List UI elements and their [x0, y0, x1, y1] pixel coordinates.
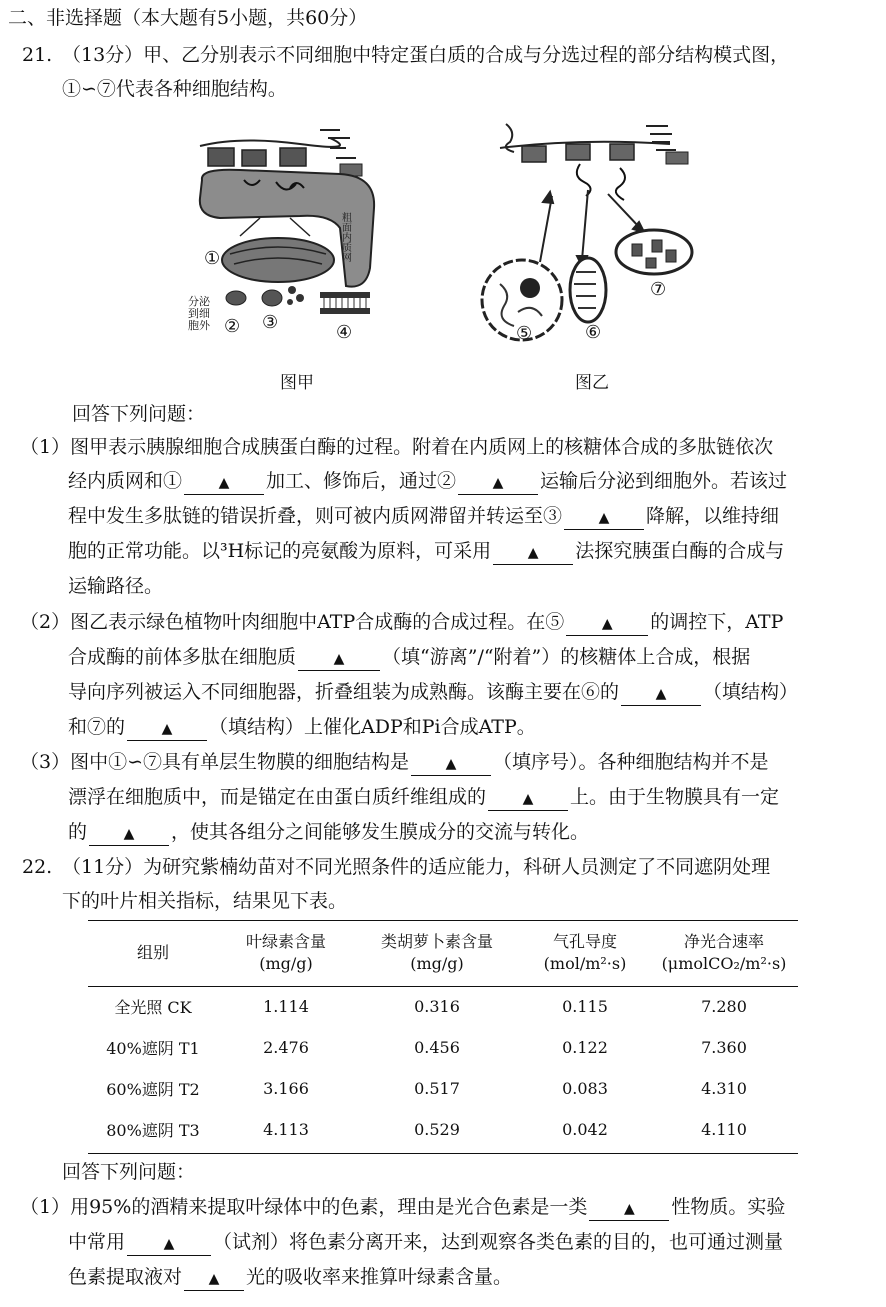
q21-p1-line4: 胞的正常功能。以³H标记的亮氨酸为原料，可采用 ▲ 法探究胰蛋白酶的合成与 — [68, 537, 784, 565]
q21-intro-line2: ①∽⑦代表各种细胞结构。 — [62, 78, 287, 100]
answer-blank[interactable]: ▲ — [127, 716, 207, 741]
answer-blank[interactable]: ▲ — [564, 505, 644, 530]
fig-a-secrete-label: 分泌 到细 胞外 — [188, 295, 210, 332]
q21-p2-line4: 和⑦的 ▲ （填结构）上催化ADP和Pi合成ATP。 — [68, 713, 536, 741]
q21-p3-line2: 漂浮在细胞质中，而是锚定在由蛋白质纤维组成的 ▲ 上。由于生物膜具有一定 — [68, 783, 779, 811]
q22-p1-line1: （1）用95%的酒精来提取叶绿体中的色素，理由是光合色素是一类 ▲ 性物质。实验 — [20, 1193, 785, 1221]
q21-p3-line1: （3）图中①∽⑦具有单层生物膜的细胞结构是 ▲ （填序号）。各种细胞结构并不是 — [20, 748, 769, 776]
table-row: 全光照 CK 1.114 0.316 0.115 7.280 — [114, 997, 747, 1017]
fig-a-label-1: ① — [204, 248, 221, 269]
q21-intro-line1: （13分）甲、乙分别表示不同细胞中特定蛋白质的合成与分选过程的部分结构模式图， — [62, 44, 790, 66]
q21-p2-line1: （2）图乙表示绿色植物叶肉细胞中ATP合成酶的合成过程。在⑤ ▲ 的调控下，ATP — [20, 608, 783, 636]
fig-a-label-4: ④ — [336, 322, 353, 343]
answer-blank[interactable]: ▲ — [184, 470, 264, 495]
header-stomatal-conductance: 气孔导度 (mol/m²·s) — [543, 932, 627, 973]
q21-p1-line2: 经内质网和① ▲ 加工、修饰后，通过② ▲ 运输后分泌到细胞外。若该过 — [68, 467, 787, 495]
section-heading: 二、非选择题（本大题有5小题，共60分） — [8, 7, 368, 29]
answer-blank[interactable]: ▲ — [589, 1196, 669, 1221]
header-chlorophyll: 叶绿素含量 (mg/g) — [245, 932, 326, 973]
answer-blank[interactable]: ▲ — [566, 611, 648, 636]
answer-blank[interactable]: ▲ — [458, 470, 538, 495]
table-row: 40%遮阴 T1 2.476 0.456 0.122 7.360 — [106, 1038, 747, 1058]
answer-blank[interactable]: ▲ — [127, 1231, 211, 1256]
q21-number: 21. — [22, 44, 53, 66]
answer-blank[interactable]: ▲ — [298, 646, 380, 671]
q22-number: 22. — [22, 856, 53, 878]
q22-p1-line2: 中常用 ▲ （试剂）将色素分离开来，达到观察各类色素的目的，也可通过测量 — [68, 1228, 783, 1256]
table-header-row — [88, 920, 798, 986]
fig-b-label-5: ⑤ — [516, 323, 533, 344]
fig-a-label-3: ③ — [262, 312, 279, 333]
fig-b-label-6: ⑥ — [585, 322, 602, 343]
answer-blank[interactable]: ▲ — [411, 751, 491, 776]
q21-p2-line3: 导向序列被运入不同细胞器，折叠组装为成熟酶。该酶主要在⑥的 ▲ （填结构） — [68, 678, 798, 706]
answer-blank[interactable]: ▲ — [184, 1266, 244, 1291]
answer-blank[interactable]: ▲ — [621, 681, 701, 706]
q21-p1-line1: （1）图甲表示胰腺细胞合成胰蛋白酶的过程。附着在内质网上的核糖体合成的多肽链依次 — [20, 436, 774, 458]
q22-intro-line1: （11分）为研究紫楠幼苗对不同光照条件的适应能力，科研人员测定了不同遮阴处理 — [62, 856, 771, 878]
answer-blank[interactable]: ▲ — [493, 540, 573, 565]
q22-p1-line3: 色素提取液对 ▲ 光的吸收率来推算叶绿素含量。 — [68, 1263, 512, 1291]
table-bottom-rule — [88, 1153, 798, 1154]
mitochondrion-icon — [570, 258, 606, 322]
figure-a-caption: 图甲 — [280, 373, 314, 393]
lysosome-membrane-icon — [320, 292, 370, 298]
q21-p3-line3: 的 ▲ ，使其各组分之间能够发生膜成分的交流与转化。 — [68, 818, 589, 846]
header-group: 组别 — [136, 943, 169, 962]
answer-blank[interactable]: ▲ — [488, 786, 568, 811]
fig-b-label-7: ⑦ — [650, 279, 667, 300]
answer-blank[interactable]: ▲ — [89, 821, 169, 846]
figure-a-diagram — [180, 118, 390, 358]
fig-a-er-label: 粗 面 内 质 网 — [342, 213, 352, 264]
table-row: 80%遮阴 T3 4.113 0.529 0.042 4.110 — [106, 1120, 747, 1140]
q22-answer-prompt: 回答下列问题： — [62, 1161, 196, 1183]
header-net-photosynthesis: 净光合速率 (μmolCO₂/m²·s) — [661, 932, 787, 973]
q21-p1-line3: 程中发生多肽链的错误折叠，则可被内质网滞留并转运至③ ▲ 降解，以维持细 — [68, 502, 779, 530]
fig-a-label-2: ② — [224, 316, 241, 337]
q21-p2-line2: 合成酶的前体多肽在细胞质 ▲ （填“游离”/“附着”）的核糖体上合成，根据 — [68, 643, 750, 671]
data-table — [88, 920, 798, 1150]
ribosome-icon — [208, 148, 306, 166]
table-row: 60%遮阴 T2 3.166 0.517 0.083 4.310 — [106, 1079, 747, 1099]
q21-answer-prompt: 回答下列问题： — [72, 403, 206, 425]
q22-intro-line2: 下的叶片相关指标，结果见下表。 — [62, 890, 348, 912]
q21-p1-line5: 运输路径。 — [68, 575, 164, 597]
header-carotenoid: 类胡萝卜素含量 (mg/g) — [380, 932, 493, 973]
golgi-icon — [222, 238, 334, 282]
figure-b-caption: 图乙 — [575, 373, 609, 393]
